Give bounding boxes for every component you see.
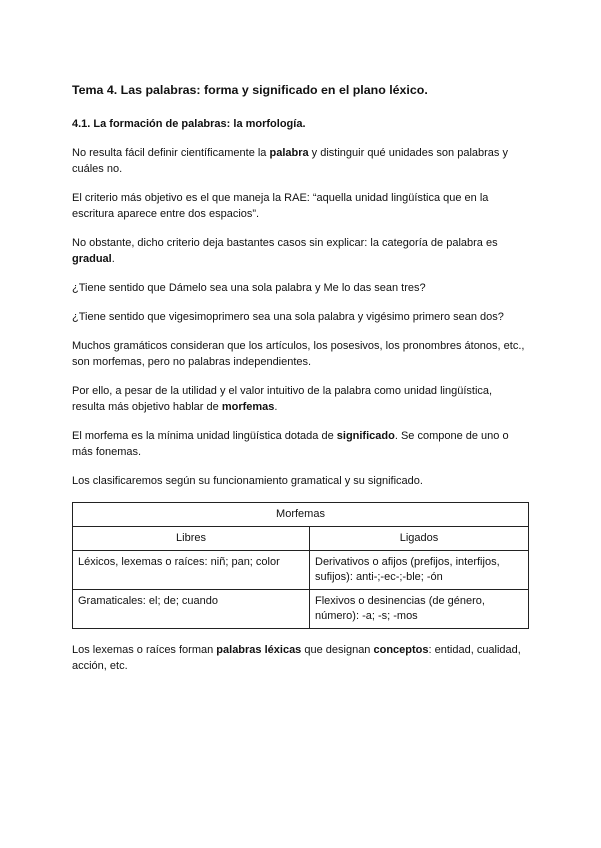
- paragraph-morfemas: Por ello, a pesar de la utilidad y el valor intuitivo de la palabra como unidad lingüística, resulta más objetivo hablar de morfemas.: [72, 385, 493, 413]
- column-header-libres: Libres: [73, 527, 310, 551]
- table-cell: Derivativos o afijos (prefijos, interfijos, sufijos): anti-;-ec-;-ble; -ón: [310, 551, 529, 590]
- paragraph-lexemas: Los lexemas o raíces forman palabras léxicas que designan conceptos: entidad, cualidad, acción, etc.: [72, 644, 521, 672]
- paragraph-clasificacion: Los clasificaremos según su funcionamiento gramatical y su significado.: [72, 475, 423, 487]
- bold-term-morfemas: morfemas: [221, 401, 275, 413]
- question-damelo: ¿Tiene sentido que Dámelo sea una sola palabra y Me lo das sean tres?: [72, 282, 426, 294]
- paragraph-gramaticos: Muchos gramáticos consideran que los artículos, los posesivos, los pronombres átonos, etc., son morfemas, pero no palabras independientes.: [72, 340, 525, 368]
- bold-term-conceptos: conceptos: [373, 644, 429, 656]
- column-header-ligados: Ligados: [310, 527, 529, 551]
- document-body: [72, 82, 528, 687]
- morphemes-table: [72, 502, 529, 629]
- bold-term-significado: significado: [336, 430, 395, 442]
- table-row: [73, 590, 529, 629]
- paragraph-palabra: No resulta fácil definir científicamente la palabra y distinguir qué unidades son palabras y cuáles no.: [72, 147, 508, 175]
- paragraph-morfema-definition: El morfema es la mínima unidad lingüística dotada de significado. Se compone de uno o más fonemas.: [72, 430, 509, 458]
- question-vigesimoprimero: ¿Tiene sentido que vigesimoprimero sea una sola palabra y vigésimo primero sean dos?: [72, 311, 504, 323]
- table-header-row: [73, 527, 529, 551]
- table-cell: Gramaticales: el; de; cuando: [73, 590, 310, 629]
- bold-term-gradual: gradual: [72, 253, 112, 265]
- bold-term-palabra: palabra: [269, 147, 309, 159]
- section-heading: 4.1. La formación de palabras: la morfología.: [72, 118, 306, 130]
- table-caption: Morfemas: [73, 503, 529, 527]
- table-caption-row: [73, 503, 529, 527]
- table-row: [73, 551, 529, 590]
- table-cell: Léxicos, lexemas o raíces: niñ; pan; color: [73, 551, 310, 590]
- bold-term-palabras-lexicas: palabras léxicas: [216, 644, 302, 656]
- table-cell: Flexivos o desinencias (de género, número): -a; -s; -mos: [310, 590, 529, 629]
- paragraph-gradual: No obstante, dicho criterio deja bastantes casos sin explicar: la categoría de palabra es gradual.: [72, 237, 498, 265]
- page-title: Tema 4. Las palabras: forma y significado en el plano léxico.: [72, 83, 428, 97]
- paragraph-rae-criterion: El criterio más objetivo es el que maneja la RAE: “aquella unidad lingüística que en la escritura aparece entre dos espacios”.: [72, 192, 489, 220]
